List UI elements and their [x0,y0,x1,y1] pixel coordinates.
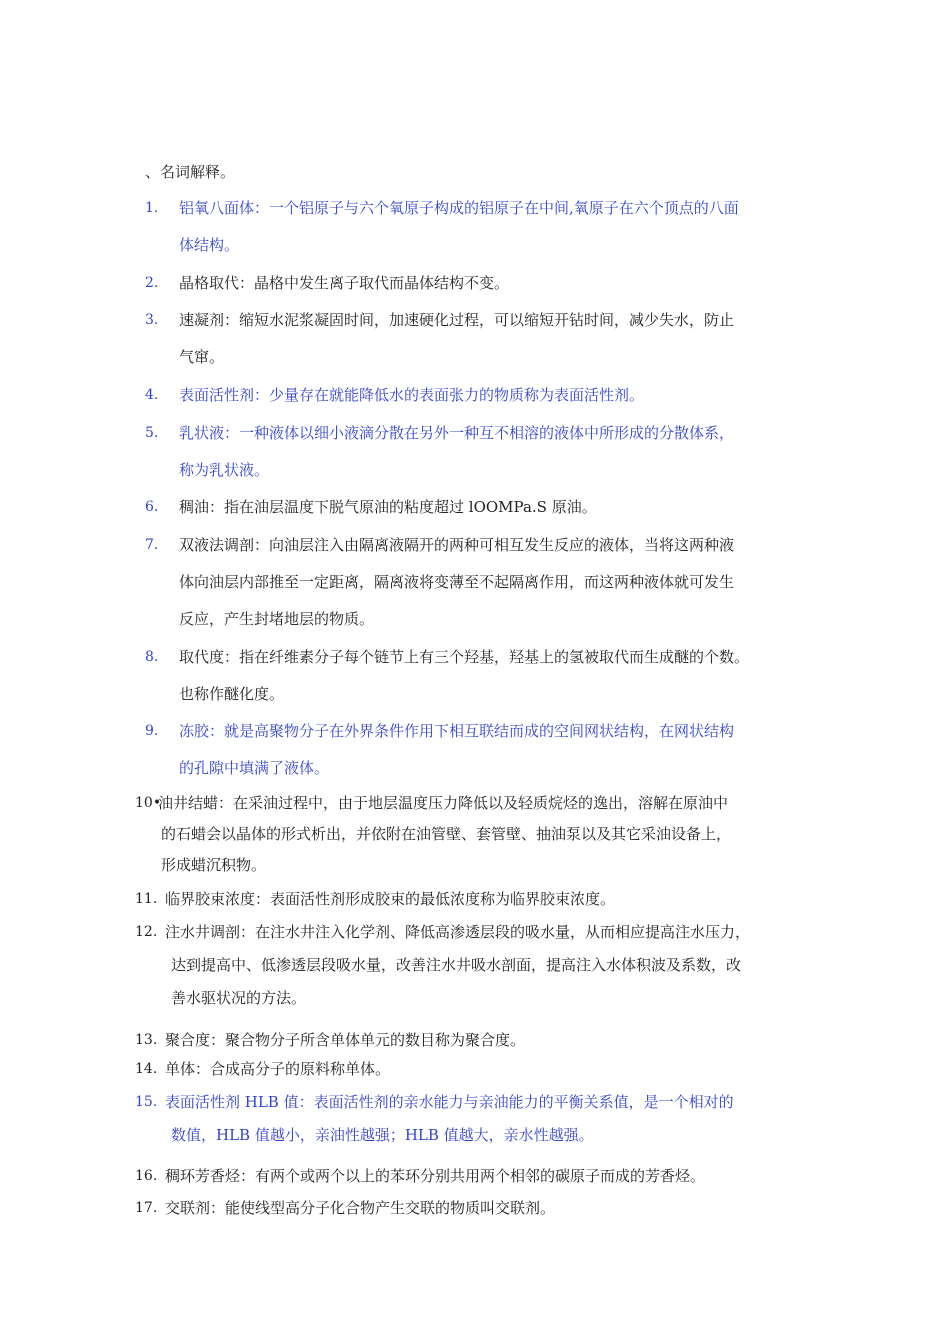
item-text-line: 称为乳状液。 [179,461,270,479]
item-number: 14. [135,1061,158,1077]
item-text-line: 的石蜡会以晶体的形式析出，并依附在油管壁、套管壁、抽油泵以及其它采油设备上， [161,825,732,843]
item-text-line: 乳状液：一种液体以细小液滴分散在另外一种互不相溶的液体中所形成的分散体系， [179,424,735,442]
item-text-line: 注水井调剖：在注水井注入化学剂、降低高渗透层段的吸水量，从而相应提高注水压力， [165,923,751,941]
item-number: 15. [135,1094,158,1110]
item-text-line: 数值，HLB 值越小，亲油性越强；HLB 值越大，亲水性越强。 [171,1126,594,1144]
item-text-line: 反应，产生封堵地层的物质。 [179,610,375,628]
item-text-line: 速凝剂：缩短水泥浆凝固时间，加速硬化过程，可以缩短开钻时间，减少失水，防止 [179,311,735,329]
item-text-line: 油井结蜡：在采油过程中，由于地层温度压力降低以及轻质烷烃的逸出，溶解在原油中 [158,794,729,812]
section-heading: 、名词解释。 [145,163,236,181]
item-text-line: 也称作醚化度。 [179,685,285,703]
item-text-line: 气窜。 [179,348,225,366]
item-text-line: 体结构。 [179,236,240,254]
item-number: 4. [145,387,159,403]
item-number: 5. [145,425,159,441]
item-text-line: 交联剂：能使线型高分子化合物产生交联的物质叫交联剂。 [165,1199,556,1217]
item-number: 10• [135,795,162,811]
item-number: 8. [145,649,159,665]
item-text-line: 达到提高中、低渗透层段吸水量，改善注水井吸水剖面，提高注入水体积波及系数，改 [171,956,742,974]
item-number: 2. [145,275,159,291]
item-text-line: 的孔隙中填满了液体。 [179,759,330,777]
item-text-line: 临界胶束浓度：表面活性剂形成胶束的最低浓度称为临界胶束浓度。 [165,890,616,908]
item-text-line: 铝氧八面体：一个铝原子与六个氧原子构成的铝原子在中间,氧原子在六个顶点的八面 [179,199,739,217]
item-number: 9. [145,723,159,739]
item-text-line: 冻胶：就是高聚物分子在外界条件作用下相互联结而成的空间网状结构，在网状结构 [179,722,735,740]
item-number: 6. [145,499,159,515]
item-text-line: 体向油层内部推至一定距离，隔离液将变薄至不起隔离作用，而这两种液体就可发生 [179,573,735,591]
item-number: 1. [145,200,159,216]
item-text-line: 表面活性剂：少量存在就能降低水的表面张力的物质称为表面活性剂。 [179,386,645,404]
item-number: 12. [135,924,158,940]
item-text-line: 善水驱状况的方法。 [171,989,307,1007]
item-text-line: 聚合度：聚合物分子所含单体单元的数目称为聚合度。 [165,1031,526,1049]
item-text-line: 晶格取代：晶格中发生离子取代而晶体结构不变。 [179,274,510,292]
item-number: 13. [135,1032,158,1048]
item-text-line: 双液法调剖：向油层注入由隔离液隔开的两种可相互发生反应的液体，当将这两种液 [179,536,735,554]
item-text-line: 单体：合成高分子的原料称单体。 [165,1060,391,1078]
item-number: 11. [135,891,158,907]
item-number: 17. [135,1200,158,1216]
item-number: 3. [145,312,159,328]
item-text-line: 表面活性剂 HLB 值：表面活性剂的亲水能力与亲油能力的平衡关系值，是一个相对的 [165,1093,734,1111]
item-number: 7. [145,537,159,553]
item-text-line: 稠环芳香烃：有两个或两个以上的苯环分别共用两个相邻的碳原子而成的芳香烃。 [165,1167,706,1185]
item-text-line: 稠油：指在油层温度下脱气原油的粘度超过 lOOMPa.S 原油。 [179,498,597,516]
item-text-line: 形成蜡沉积物。 [161,856,267,874]
item-number: 16. [135,1168,158,1184]
item-text-line: 取代度：指在纤维素分子每个链节上有三个羟基，羟基上的氢被取代而生成醚的个数。 [179,648,750,666]
